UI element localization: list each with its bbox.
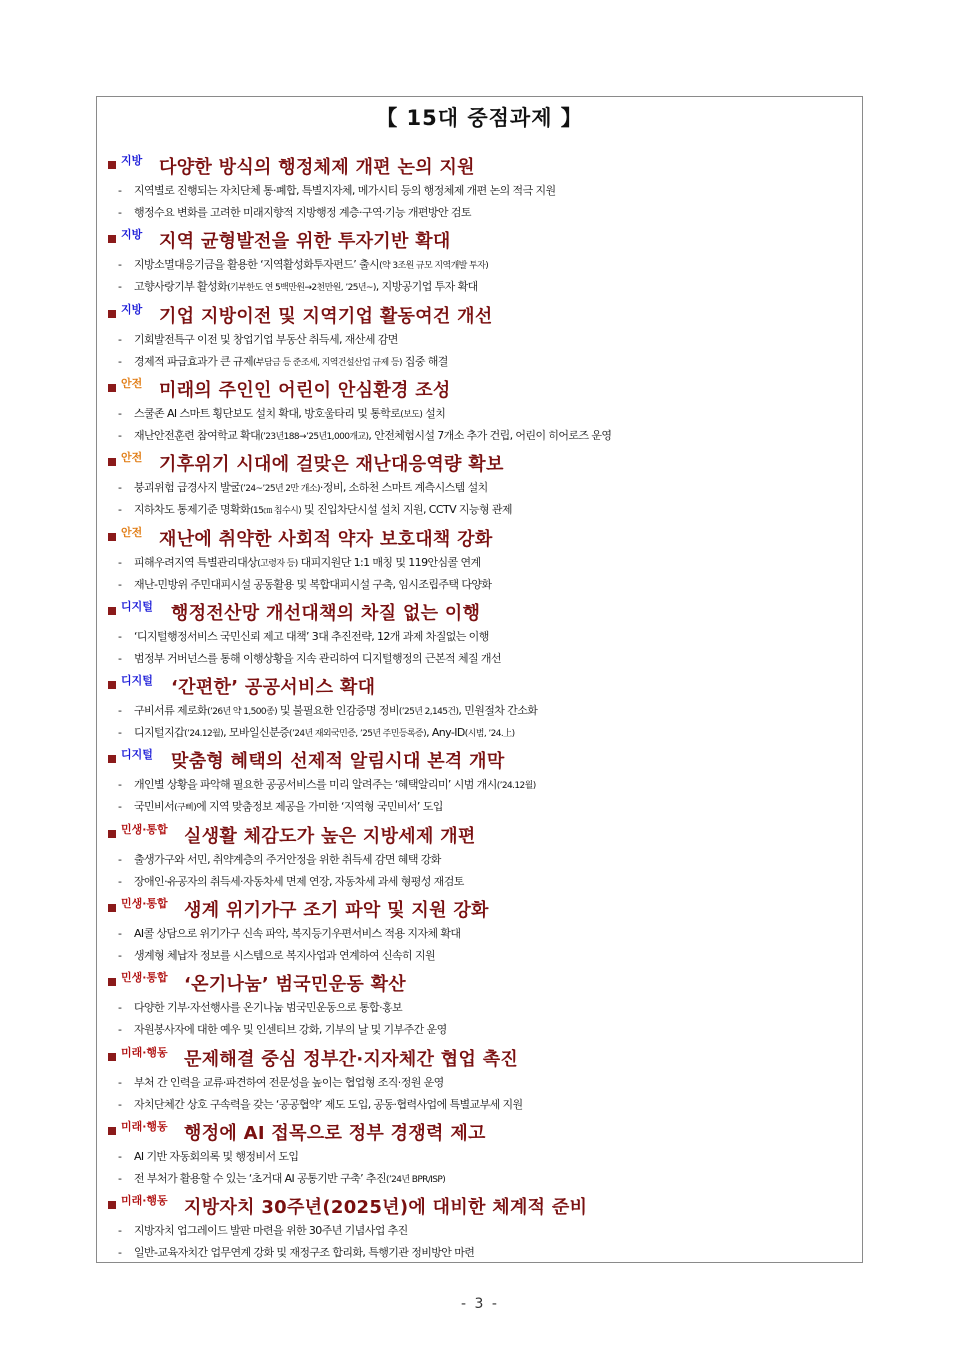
detail-note: (약 3조원 규모 지역개발 투자) bbox=[379, 261, 489, 271]
task-detail-item bbox=[108, 722, 858, 744]
task-section bbox=[108, 598, 858, 670]
dash-marker: - bbox=[118, 578, 122, 591]
task-detail-item bbox=[108, 351, 858, 373]
detail-text: ·정비, 소하천 스마트 계측시스템 설치 bbox=[319, 481, 488, 494]
detail-text: 경제적 파급효과가 큰 규제 bbox=[134, 355, 253, 368]
category-tag: 안전 bbox=[121, 451, 143, 464]
dash-marker: - bbox=[118, 875, 122, 888]
detail-note: (고령자 등) bbox=[257, 559, 298, 569]
task-heading-row bbox=[108, 1044, 858, 1072]
task-detail-item bbox=[108, 1094, 858, 1116]
task-heading-row bbox=[108, 301, 858, 329]
detail-text: 구비서류 제로화 bbox=[134, 704, 208, 717]
detail-text: 자원봉사자에 대한 예우 및 인센티브 강화, 기부의 날 및 기부주간 운영 bbox=[134, 1023, 447, 1036]
task-detail-item bbox=[108, 1019, 858, 1041]
task-section bbox=[108, 449, 858, 521]
detail-text: , 모바일신분증 bbox=[223, 726, 290, 739]
task-heading: 기업 지방이전 및 지역기업 활동여건 개선 bbox=[159, 306, 493, 327]
detail-text: , 민원절차 간소화 bbox=[458, 704, 538, 717]
task-heading-row bbox=[108, 449, 858, 477]
category-tag: 미래·행동 bbox=[121, 1046, 168, 1059]
category-tag: 민생·통합 bbox=[121, 971, 168, 984]
detail-text: 국민비서 bbox=[134, 800, 175, 813]
detail-note: (기부한도 연 5백만원→2천만원, ’25년~) bbox=[227, 283, 376, 293]
dash-marker: - bbox=[118, 1001, 122, 1014]
task-detail-item bbox=[108, 997, 858, 1019]
task-detail-item bbox=[108, 202, 858, 224]
detail-text: 및 진입차단시설 설치 지원, CCTV 지능형 관제 bbox=[301, 503, 512, 516]
task-section bbox=[108, 1118, 858, 1190]
category-tag: 민생·통합 bbox=[121, 823, 168, 836]
task-heading-row bbox=[108, 375, 858, 403]
page-title: 【 15대 중점과제 】 bbox=[376, 106, 583, 130]
detail-text: 지방자치 업그레이드 발판 마련을 위한 30주년 기념사업 추진 bbox=[134, 1224, 408, 1237]
task-detail-item bbox=[108, 774, 858, 796]
square-bullet-icon bbox=[108, 458, 116, 466]
detail-text: 지하차도 통제기준 명확화 bbox=[134, 503, 251, 516]
task-detail-item bbox=[108, 1168, 858, 1190]
square-bullet-icon bbox=[108, 1053, 116, 1061]
task-detail-item bbox=[108, 1242, 858, 1264]
task-detail-item bbox=[108, 849, 858, 871]
task-detail-item bbox=[108, 1220, 858, 1242]
task-heading: 생계 위기가구 조기 파악 및 지원 강화 bbox=[184, 900, 489, 921]
detail-text: 다양한 기부·자선행사를 온기나눔 범국민운동으로 통합·홍보 bbox=[134, 1001, 403, 1014]
category-tag: 안전 bbox=[121, 377, 143, 390]
square-bullet-icon bbox=[108, 830, 116, 838]
task-section bbox=[108, 524, 858, 596]
dash-marker: - bbox=[118, 704, 122, 717]
dash-marker: - bbox=[118, 726, 122, 739]
detail-text: AI콜 상담으로 위기가구 신속 파악, 복지등기우편서비스 적용 지자체 확대 bbox=[134, 927, 461, 940]
task-heading-row bbox=[108, 152, 858, 180]
dash-marker: - bbox=[118, 853, 122, 866]
detail-text: 지방소멸대응기금을 활용한 ‘지역활성화투자펀드’ 출시 bbox=[134, 258, 380, 271]
task-detail-item bbox=[108, 403, 858, 425]
task-heading: 지역 균형발전을 위한 투자기반 확대 bbox=[159, 231, 451, 252]
detail-text: 출생가구와 서민, 취약계층의 주거안정을 위한 취득세 감면 혜택 강화 bbox=[134, 853, 441, 866]
detail-text: 피해우려지역 특별관리대상 bbox=[134, 556, 258, 569]
category-tag: 디지털 bbox=[121, 748, 153, 761]
task-section bbox=[108, 375, 858, 447]
task-heading-row bbox=[108, 1192, 858, 1220]
detail-note: (보도) bbox=[400, 410, 423, 420]
detail-note: (’24~’25년 2만 개소) bbox=[240, 484, 320, 494]
detail-text: , 지방공기업 투자 확대 bbox=[375, 280, 478, 293]
detail-text: 재난안전훈련 참여학교 확대 bbox=[134, 429, 261, 442]
detail-note: (’24.12월) bbox=[496, 781, 536, 791]
square-bullet-icon bbox=[108, 681, 116, 689]
task-detail-item bbox=[108, 1146, 858, 1168]
task-heading-row bbox=[108, 895, 858, 923]
detail-text: , 안전체험시설 7개소 추가 건립, 어린이 히어로즈 운영 bbox=[368, 429, 612, 442]
task-heading: 재난에 취약한 사회적 약자 보호대책 강화 bbox=[159, 529, 493, 550]
detail-text: 디지털지갑 bbox=[134, 726, 185, 739]
dash-marker: - bbox=[118, 652, 122, 665]
detail-text: 장애인·유공자의 취득세·자동차세 면제 연장, 자동차세 과세 형평성 재검토 bbox=[134, 875, 464, 888]
detail-text: , Any-ID bbox=[426, 726, 465, 739]
dash-marker: - bbox=[118, 258, 122, 271]
detail-text: 설치 bbox=[422, 407, 446, 420]
task-detail-item bbox=[108, 477, 858, 499]
task-heading-row bbox=[108, 524, 858, 552]
square-bullet-icon bbox=[108, 978, 116, 986]
task-section bbox=[108, 821, 858, 893]
task-detail-item bbox=[108, 425, 858, 447]
task-heading: 다양한 방식의 행정체제 개편 논의 지원 bbox=[159, 157, 475, 178]
dash-marker: - bbox=[118, 1150, 122, 1163]
category-tag: 미래·행동 bbox=[121, 1120, 168, 1133]
task-section bbox=[108, 1044, 858, 1116]
task-detail-item bbox=[108, 626, 858, 648]
task-section bbox=[108, 152, 858, 224]
dash-marker: - bbox=[118, 333, 122, 346]
task-heading-row bbox=[108, 672, 858, 700]
task-heading-row bbox=[108, 821, 858, 849]
category-tag: 디지털 bbox=[121, 600, 153, 613]
task-detail-item bbox=[108, 552, 858, 574]
square-bullet-icon bbox=[108, 1201, 116, 1209]
detail-text: AI 기반 자동회의록 및 행정비서 도입 bbox=[134, 1150, 299, 1163]
dash-marker: - bbox=[118, 206, 122, 219]
dash-marker: - bbox=[118, 927, 122, 940]
dash-marker: - bbox=[118, 280, 122, 293]
detail-text: 집중 해결 bbox=[401, 355, 448, 368]
square-bullet-icon bbox=[108, 1127, 116, 1135]
detail-note: (15㎝ 침수시) bbox=[250, 506, 302, 516]
task-detail-item bbox=[108, 180, 858, 202]
detail-text: 일반-교육자치간 업무연계 강화 및 재정구조 합리화, 특행기관 정비방안 마련 bbox=[134, 1246, 475, 1259]
dash-marker: - bbox=[118, 949, 122, 962]
task-section bbox=[108, 226, 858, 298]
task-detail-item bbox=[108, 700, 858, 722]
task-heading: 행정에 AI 접목으로 정부 경쟁력 제고 bbox=[184, 1123, 486, 1144]
task-heading: ‘간편한’ 공공서비스 확대 bbox=[171, 677, 376, 698]
detail-text: 개인별 상황을 파악해 필요한 공공서비스를 미리 알려주는 ‘혜택알리미’ 시범 개시 bbox=[134, 778, 497, 791]
task-heading-row bbox=[108, 969, 858, 997]
dash-marker: - bbox=[118, 556, 122, 569]
page-number: - 3 - bbox=[461, 1296, 499, 1312]
dash-marker: - bbox=[118, 1076, 122, 1089]
detail-note: (’23년188→’25년1,000개교) bbox=[260, 432, 369, 442]
category-tag: 지방 bbox=[121, 303, 143, 316]
square-bullet-icon bbox=[108, 533, 116, 541]
square-bullet-icon bbox=[108, 310, 116, 318]
task-detail-item bbox=[108, 276, 858, 298]
dash-marker: - bbox=[118, 429, 122, 442]
task-heading: 미래의 주인인 어린이 안심환경 조성 bbox=[159, 380, 451, 401]
detail-note: (’24년 재외국민증, ’25년 주민등록증) bbox=[289, 729, 427, 739]
task-heading-row bbox=[108, 1118, 858, 1146]
dash-marker: - bbox=[118, 1246, 122, 1259]
task-heading: ‘온기나눔’ 범국민운동 확산 bbox=[184, 974, 406, 995]
detail-note: (구삐) bbox=[174, 803, 197, 813]
dash-marker: - bbox=[118, 630, 122, 643]
dash-marker: - bbox=[118, 778, 122, 791]
detail-text: 생계형 체납자 정보를 시스템으로 복지사업과 연계하여 신속히 지원 bbox=[134, 949, 436, 962]
dash-marker: - bbox=[118, 1172, 122, 1185]
category-tag: 민생·통합 bbox=[121, 897, 168, 910]
detail-note: (’24.12월) bbox=[184, 729, 224, 739]
task-section bbox=[108, 969, 858, 1041]
task-detail-item bbox=[108, 945, 858, 967]
detail-text: 전 부처가 활용할 수 있는 ‘초거대 AI 공통기반 구축’ 추진 bbox=[134, 1172, 386, 1185]
task-section bbox=[108, 746, 858, 818]
detail-text: 자치단체간 상호 구속력을 갖는 ‘공공협약’ 제도 도입, 공동·협력사업에 특별교부세 지원 bbox=[134, 1098, 523, 1111]
detail-text: 기회발전특구 이전 및 창업기업 부동산 취득세, 재산세 감면 bbox=[134, 333, 398, 346]
task-detail-item bbox=[108, 796, 858, 818]
detail-note: (부담금 등 준조세, 지역건설산업 규제 등) bbox=[252, 358, 402, 368]
task-detail-item bbox=[108, 574, 858, 596]
detail-note: (’25년 2,145건) bbox=[398, 707, 459, 717]
task-section bbox=[108, 301, 858, 373]
category-tag: 지방 bbox=[121, 228, 143, 241]
dash-marker: - bbox=[118, 355, 122, 368]
square-bullet-icon bbox=[108, 235, 116, 243]
category-tag: 지방 bbox=[121, 154, 143, 167]
task-detail-item bbox=[108, 254, 858, 276]
category-tag: 미래·행동 bbox=[121, 1194, 168, 1207]
dash-marker: - bbox=[118, 407, 122, 420]
detail-text: 부처 간 인력을 교류·파견하여 전문성을 높이는 협업형 조직·정원 운영 bbox=[134, 1076, 444, 1089]
detail-text: 재난-민방위 주민대피시설 공동활용 및 복합대피시설 구축, 임시조립주택 다양화 bbox=[134, 578, 492, 591]
detail-text: 범정부 거버넌스를 통해 이행상황을 지속 관리하여 디지털행정의 근본적 체질 개선 bbox=[134, 652, 501, 665]
detail-note: (시범, ’24.上) bbox=[464, 729, 515, 739]
square-bullet-icon bbox=[108, 904, 116, 912]
detail-text: 및 불필요한 인감증명 정비 bbox=[276, 704, 399, 717]
task-detail-item bbox=[108, 499, 858, 521]
detail-text: ‘디지털행정서비스 국민신뢰 제고 대책’ 3대 추진전략, 12개 과제 차질없는 이행 bbox=[134, 630, 489, 643]
task-section bbox=[108, 1192, 858, 1264]
square-bullet-icon bbox=[108, 755, 116, 763]
detail-text: 고향사랑기부 활성화 bbox=[134, 280, 228, 293]
task-section bbox=[108, 672, 858, 744]
task-section bbox=[108, 895, 858, 967]
task-heading: 행정전산망 개선대책의 차질 없는 이행 bbox=[171, 603, 481, 624]
dash-marker: - bbox=[118, 1224, 122, 1237]
detail-text: 행정수요 변화를 고려한 미래지향적 지방행정 계층·구역·기능 개편방안 검토 bbox=[134, 206, 471, 219]
detail-text: 대피지원단 1:1 매칭 및 119안심콜 연계 bbox=[297, 556, 481, 569]
task-detail-item bbox=[108, 871, 858, 893]
square-bullet-icon bbox=[108, 161, 116, 169]
detail-note: (’24년 BPR/ISP) bbox=[385, 1175, 446, 1185]
task-heading: 문제해결 중심 정부간·지자체간 협업 촉진 bbox=[184, 1049, 519, 1070]
detail-text: 에 지역 맞춤정보 제공을 가미한 ‘지역형 국민비서’ 도입 bbox=[196, 800, 443, 813]
task-detail-item bbox=[108, 329, 858, 351]
dash-marker: - bbox=[118, 800, 122, 813]
task-heading: 기후위기 시대에 걸맞은 재난대응역량 확보 bbox=[159, 454, 504, 475]
task-heading: 지방자치 30주년(2025년)에 대비한 체계적 준비 bbox=[184, 1197, 588, 1218]
dash-marker: - bbox=[118, 1098, 122, 1111]
task-heading-row bbox=[108, 598, 858, 626]
task-heading-row bbox=[108, 746, 858, 774]
dash-marker: - bbox=[118, 503, 122, 516]
dash-marker: - bbox=[118, 184, 122, 197]
dash-marker: - bbox=[118, 1023, 122, 1036]
task-detail-item bbox=[108, 923, 858, 945]
detail-text: 지역별로 진행되는 자치단체 통·폐합, 특별지자체, 메가시티 등의 행정체제 개편 논의 적극 지원 bbox=[134, 184, 556, 197]
dash-marker: - bbox=[118, 481, 122, 494]
category-tag: 안전 bbox=[121, 526, 143, 539]
category-tag: 디지털 bbox=[121, 674, 153, 687]
task-heading-row bbox=[108, 226, 858, 254]
square-bullet-icon bbox=[108, 607, 116, 615]
task-heading: 실생활 체감도가 높은 지방세제 개편 bbox=[184, 826, 476, 847]
square-bullet-icon bbox=[108, 384, 116, 392]
detail-text: 스쿨존 AI 스마트 횡단보도 설치 확대, 방호울타리 및 통학로 bbox=[134, 407, 401, 420]
task-detail-item bbox=[108, 1072, 858, 1094]
detail-text: 붕괴위험 급경사지 발굴 bbox=[134, 481, 241, 494]
task-heading: 맞춤형 혜택의 선제적 알림시대 본격 개막 bbox=[171, 751, 505, 772]
task-detail-item bbox=[108, 648, 858, 670]
detail-note: (’26년 약 1,500종) bbox=[207, 707, 277, 717]
